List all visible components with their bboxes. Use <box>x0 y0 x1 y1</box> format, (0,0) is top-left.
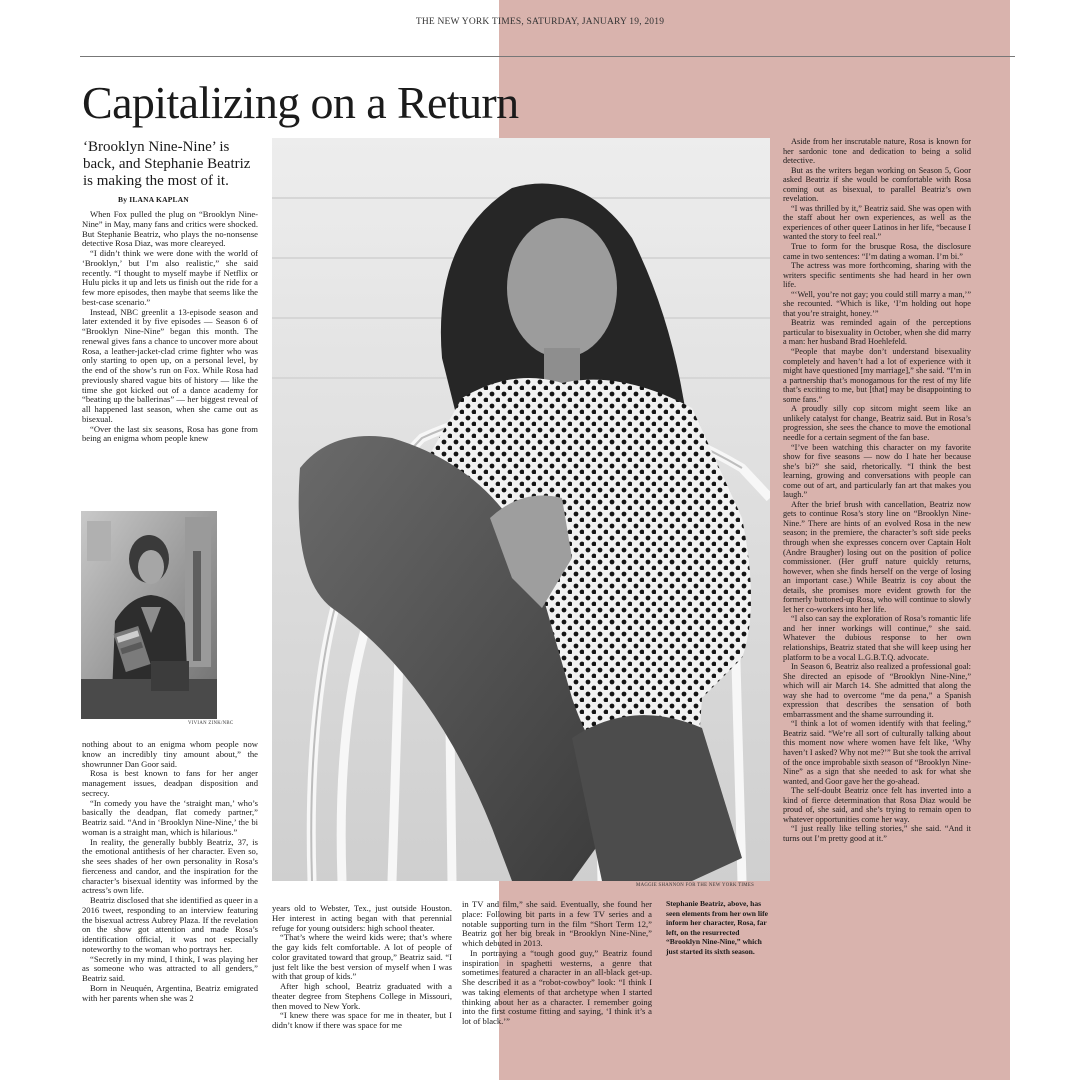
paragraph: “I just really like telling stories,” she said. “And it turns out I’m pretty good at it.” <box>783 824 971 843</box>
main-photo <box>272 138 770 881</box>
paragraph: “I didn’t think we were done with the world of ‘Brooklyn,’ but I’m also realistic,” she said recently. “I thought to myself maybe if Netflix or Hulu picks it up and lets us finish out the ride for a few more episodes, then maybe that seems like the best-case scenario.” <box>82 248 258 307</box>
paragraph: “I knew there was space for me in theater, but I didn’t know if there was space for me <box>272 1010 452 1030</box>
paragraph: nothing about to an enigma whom people now know an incredibly tiny amount about,” the showrunner Dan Goor said. <box>82 740 258 769</box>
paragraph: Born in Neuquén, Argentina, Beatriz emigrated with her parents when she was 2 <box>82 982 258 1003</box>
headline: Capitalizing on a Return <box>82 77 519 128</box>
paragraph: “In comedy you have the ‘straight man,’ who’s basically the deadpan, flat comedy partner,” Beatriz said. “And in ‘Brooklyn Nine-Nine,’ the bi woman is a straight man, which is hilarious.” <box>82 797 258 837</box>
paragraph: in TV and film,” she said. Eventually, she found her place: Following bit parts in a few TV series and a notable supporting turn in the film “Short Term 12,” Beatriz got her big break in “Brooklyn Nine-Nine,” which debuted in 2013. <box>462 900 652 948</box>
paragraph: Instead, NBC greenlit a 13-episode season and later extended it by five episodes — Season 6 of “Brooklyn Nine-Nine” began this month. The renewal gives fans a chance to uncover more about Rosa, a leather-jacket-clad crime fighter who was only starting to open up, on a personal level, by the end of the show’s run on Fox. While Rosa had previously shared vague bits of history — like the time she got kicked out of a dance academy for “beating up the ballerinas” — her biggest reveal of all happened last season, when she came out as bisexual. <box>82 306 258 424</box>
article-column-2 <box>272 904 452 1074</box>
paragraph: “I was thrilled by it,” Beatriz said. She was open with the staff about her own experiences, as well as the experiences of other queer Latinos in her life, “because I wanted the story to feel real.” <box>783 203 971 242</box>
article-column-1-top <box>82 210 258 505</box>
masthead: THE NEW YORK TIMES, SATURDAY, JANUARY 19, 2019 <box>415 17 665 27</box>
inset-photo-illustration <box>81 511 217 719</box>
deck: ‘Brooklyn Nine-Nine’ is back, and Stephanie Beatriz is making the most of it. <box>83 139 251 189</box>
paragraph: “Secretly in my mind, I think, I was playing her as someone who was attracted to all genders,” Beatriz said. <box>82 953 258 983</box>
paragraph: After the brief brush with cancellation, Beatriz now gets to continue Rosa’s story line on “Brooklyn Nine-Nine.” There are hints of an evolved Rosa in the new season; in the premiere, the character’s soft side peeks through when she expresses concern over Captain Holt (Andre Braugher) losing out on the position of police commissioner. (Her gruff nature quickly returns, however, when she finds herself on the verge of losing an important case.) While Beatriz is coy about the details, she promises more evident growth for the formerly buttoned-up Rosa, who will continue to slowly let her co-workers into her life. <box>783 499 971 614</box>
paragraph: “That’s where the weird kids were; that’s where the gay kids felt comfortable. A lot of people of color gravitated toward that group,” Beatriz said. “I just felt like the best version of myself when I was with that group of kids.” <box>272 932 452 982</box>
masthead-rule <box>80 56 1015 57</box>
paragraph: “People that maybe don’t understand bisexuality completely and haven’t had a lot of experience with it might have questioned [my marriage],” she said. “I’m in a partnership that’s monogamous for the rest of my life that’s exciting to me, but [that] may be disappointing to some fans.” <box>783 347 971 404</box>
main-photo-illustration <box>272 138 770 881</box>
paragraph: Beatriz disclosed that she identified as queer in a 2016 tweet, responding to an interview featuring the bisexual actress Aubrey Plaza. If the revelation on the show got attention and made Rosa’s identification official, it was not especially noteworthy to the woman who portrays her. <box>82 895 258 954</box>
paragraph: “I also can say the exploration of Rosa’s romantic life and her inner workings will continue,” she said. Whatever the dubious response to her own relationships, Beatriz stated that she will keep using her platform to be a vocal L.G.B.T.Q. advocate. <box>783 614 971 662</box>
paragraph: After high school, Beatriz graduated with a theater degree from Stephens College in Missouri, then moved to New York. <box>272 981 452 1011</box>
paragraph: True to form for the brusque Rosa, the disclosure came in two sentences: “I’m dating a woman. I’m bi.” <box>783 242 971 261</box>
paragraph: “I’ve been watching this character on my favorite show for five seasons — now do I hate her because she’s bi?” she said, rhetorically. “I think the best learning, growing and conversations with people can come out of art, and particularly fan art that makes you laugh.” <box>783 442 971 500</box>
paragraph: The self-doubt Beatriz once felt has inverted into a kind of fierce determination that Rosa Diaz would be proud of, she said, and she’s trying to remain open to whatever opportunities come her way. <box>783 786 971 824</box>
paragraph: Aside from her inscrutable nature, Rosa is known for her sardonic tone and dedication to being a solid detective. <box>783 137 971 166</box>
article-column-1-bottom <box>82 740 258 1070</box>
inset-photo-credit: VIVIAN ZINK/NBC <box>188 721 234 726</box>
paragraph: In portraying a “tough good guy,” Beatriz found inspiration in spaghetti westerns, a genre that sometimes featured a character in an all-black get-up. She described it as a “robot-cowboy” look: “I think I was taking elements of that archetype when I started thinking about her as a character. I remember going into the first costume fitting and saying, ‘I think it’s a lot of black.’” <box>462 947 652 1026</box>
paragraph: A proudly silly cop sitcom might seem like an unlikely catalyst for change, Beatriz said. But in Rosa’s progression, she sees the chance to move the emotional needle for a certain segment of the fan base. <box>783 404 971 442</box>
byline: By ILANA KAPLAN <box>118 195 189 204</box>
paragraph: When Fox pulled the plug on “Brooklyn Nine-Nine” in May, many fans and critics were shocked. But Stephanie Beatriz, who plays the no-nonsense detective Rosa Diaz, was more cleareyed. <box>82 210 258 249</box>
paragraph: In reality, the generally bubbly Beatriz, 37, is the emotional antithesis of her character. Even so, she sees shades of her own personality in Rosa’s fierceness and candor, and the inspiration for the character’s bisexual identity was informed by the actress’s own life. <box>82 836 258 896</box>
paragraph: But as the writers began working on Season 5, Goor asked Beatriz if she would be comfortable with Rosa coming out as bisexual, to parallel Beatriz’s own revelation. <box>783 165 971 204</box>
paragraph: Rosa is best known to fans for her anger management issues, deadpan disposition and secrecy. <box>82 768 258 798</box>
paragraph: “‘Well, you’re not gay; you could still marry a man,’” she recounted. “Which is like, ‘I’m holding out hope that you’re straight, honey.’” <box>783 289 971 318</box>
article-column-3 <box>462 900 652 1072</box>
article-column-4 <box>783 137 971 1075</box>
paragraph: years old to Webster, Tex., just outside Houston. Her interest in acting began with that perennial refuge for young outsiders: high school theater. <box>272 904 452 933</box>
inset-photo <box>81 511 217 719</box>
paragraph: In Season 6, Beatriz also realized a professional goal: She directed an episode of “Brooklyn Nine-Nine,” which will air March 14. She admitted that along the way she had to overcome “me da pena,” a Spanish expression that describes the sensation of both embarrassment and the shame surrounding it. <box>783 662 971 719</box>
paragraph: “I think a lot of women identify with that feeling,” Beatriz said. “We’re all sort of culturally talking about this moment now where women have felt like, ‘Why haven’t I asked? Why not me?’” But she took the arrival of the once improbable sixth season of “Brooklyn Nine-Nine” as a sign that she needed to ask for what she wanted, and Goor gave her the go-ahead. <box>783 719 971 786</box>
paragraph: Beatriz was reminded again of the perceptions particular to bisexuality in October, when she did marry a man: her husband Brad Hoehlefeld. <box>783 318 971 347</box>
main-photo-credit: MAGGIE SHANNON FOR THE NEW YORK TIMES <box>636 883 755 888</box>
paragraph: “Over the last six seasons, Rosa has gone from being an enigma whom people knew <box>82 423 258 444</box>
photo-caption: Stephanie Beatriz, above, has seen elements from her own life inform her character, Rosa, far left, on the resurrected “Brooklyn Nine-Nine,” which just started its sixth season. <box>666 899 769 956</box>
paragraph: The actress was more forthcoming, sharing with the writers specific sentiments she had heard in her own life. <box>783 261 971 290</box>
